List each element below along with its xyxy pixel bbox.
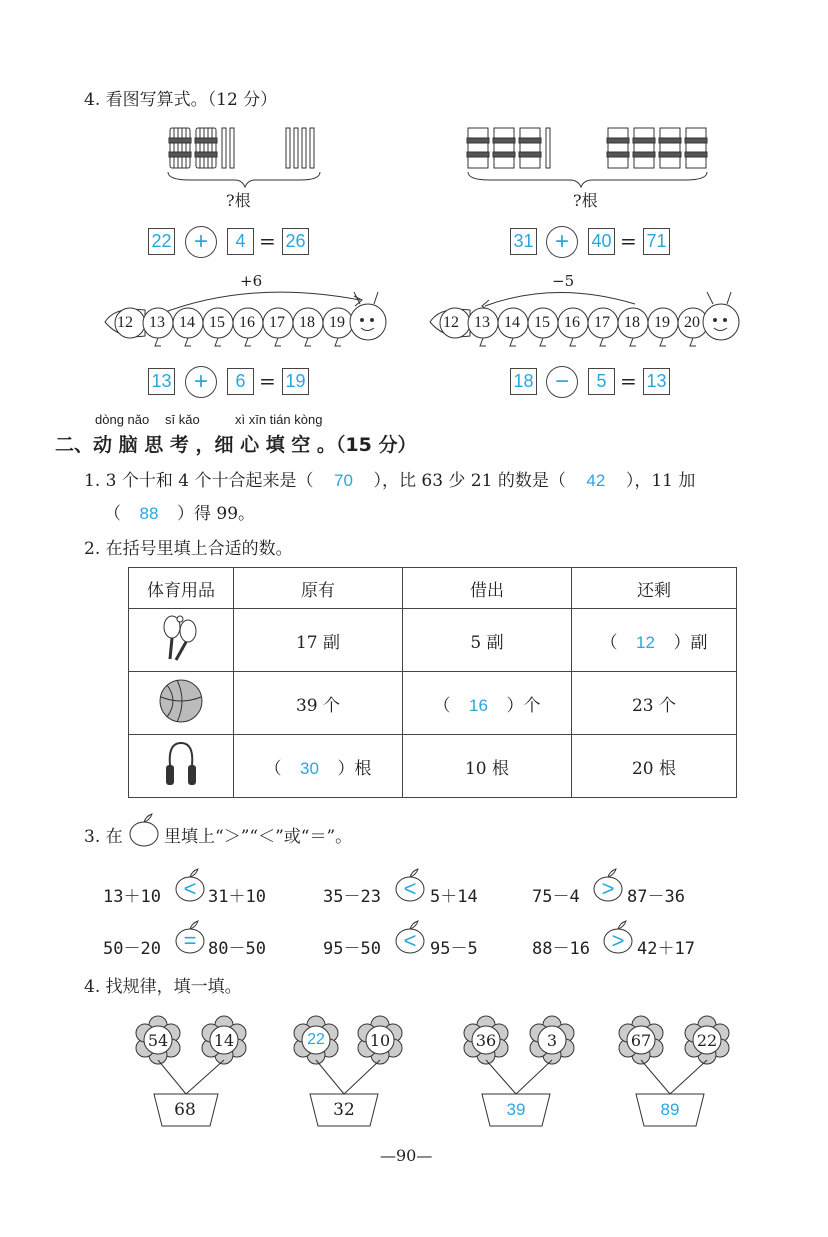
flower-number: 36: [475, 1030, 497, 1050]
table-cell: （ 12 ）副: [572, 609, 737, 672]
table-cell: 10 根: [403, 735, 572, 798]
caterpillar-number: 14: [179, 314, 195, 331]
fill4-title: 4. 找规律，填一填。: [84, 977, 242, 997]
apple-answer[interactable]: >: [603, 920, 633, 952]
caterpillar-number: 17: [269, 314, 285, 331]
compare-right: 5＋14: [430, 887, 478, 907]
table-row: [129, 735, 737, 798]
caterpillar-number: 17: [594, 314, 610, 331]
flower-number: 14: [213, 1030, 235, 1050]
operator-circle[interactable]: +: [185, 366, 217, 398]
sticks-right-question: ?根: [573, 191, 598, 210]
jump-label: −5: [552, 272, 575, 290]
apple-answer[interactable]: >: [593, 868, 623, 900]
equals-sign: =: [259, 369, 276, 393]
compare-right: 95－5: [430, 939, 478, 959]
flower-number: 3: [546, 1030, 558, 1050]
sticks-left-image: [160, 118, 330, 188]
sticks-right-image: [460, 118, 720, 188]
fill3-title-pre: 3. 在: [84, 827, 123, 847]
caterpillar-number: 20: [684, 314, 700, 331]
jump-rope-icon: [158, 739, 204, 789]
caterpillar-number: 15: [209, 314, 225, 331]
answer-box[interactable]: 13: [643, 368, 670, 395]
answer-box[interactable]: 4: [227, 228, 254, 255]
compare-left: 95－50: [323, 939, 381, 959]
caterpillar-number: 13: [149, 314, 165, 331]
pot-answer[interactable]: 89: [660, 1100, 680, 1119]
caterpillar-number: 16: [239, 314, 255, 331]
answer-box[interactable]: 40: [588, 228, 615, 255]
apple-icon: [128, 812, 160, 848]
jump-label: +6: [240, 272, 263, 290]
caterpillar-number: 16: [564, 314, 580, 331]
caterpillar-number: 18: [299, 314, 315, 331]
flower-number: 10: [369, 1030, 391, 1050]
answer-blank[interactable]: 12: [636, 632, 655, 652]
caterpillar-number: 13: [474, 314, 490, 331]
bundle-ten: [169, 128, 191, 168]
apple-answer[interactable]: =: [175, 920, 205, 952]
fill1-line1: 1. 3 个十和 4 个十合起来是（ 70 ），比 63 少 21 的数是（ 42 ），11 加: [84, 471, 696, 491]
table-header: 还剩: [572, 568, 737, 609]
pot-answer[interactable]: 39: [506, 1100, 526, 1119]
tennis-racket-icon: [158, 613, 204, 663]
page-number: —90—: [380, 1146, 433, 1165]
caterpillar-number: 12: [117, 314, 133, 331]
flower-number: 54: [147, 1030, 169, 1050]
pot-number: 32: [333, 1100, 355, 1120]
sticks-left-question: ?根: [226, 191, 251, 210]
pot-number: 68: [174, 1100, 196, 1120]
flower-number: 22: [696, 1030, 718, 1050]
pinyin: xì xīn tián kòng: [235, 412, 323, 427]
answer-box[interactable]: 31: [510, 228, 537, 255]
operator-circle[interactable]: +: [546, 226, 578, 258]
answer-blank[interactable]: 30: [300, 758, 319, 778]
answer-box[interactable]: 22: [148, 228, 175, 255]
compare-left: 35－23: [323, 887, 381, 907]
caterpillar-number: 15: [534, 314, 550, 331]
answer-blank[interactable]: 70: [334, 471, 353, 490]
compare-left: 75－4: [532, 887, 580, 907]
bundle-ten: [195, 128, 217, 168]
caterpillar-number: 14: [504, 314, 520, 331]
answer-box[interactable]: 18: [510, 368, 537, 395]
table-cell: （ 30 ）根: [234, 735, 403, 798]
compare-right: 42＋17: [637, 939, 695, 959]
fill3-title-post: 里填上“＞”“＜”或“＝”。: [164, 827, 353, 847]
caterpillar-number: 18: [624, 314, 640, 331]
table-row: [129, 672, 737, 735]
answer-box[interactable]: 26: [282, 228, 309, 255]
basketball-icon: [157, 677, 205, 725]
answer-blank[interactable]: 42: [586, 471, 606, 490]
table-row: [129, 609, 737, 672]
equals-sign: =: [620, 369, 637, 393]
sports-table: [128, 567, 737, 798]
compare-right: 80－50: [208, 939, 266, 959]
answer-box[interactable]: 6: [227, 368, 254, 395]
answer-blank[interactable]: 88: [139, 504, 159, 523]
caterpillar-number: 19: [654, 314, 670, 331]
answer-box[interactable]: 19: [282, 368, 309, 395]
table-header: 原有: [234, 568, 403, 609]
caterpillar-number: 12: [443, 314, 459, 331]
pinyin: dòng nǎo: [95, 412, 150, 427]
table-cell: 5 副: [403, 609, 572, 672]
pinyin: sī kǎo: [165, 412, 200, 427]
apple-answer[interactable]: <: [395, 920, 425, 952]
table-header: 借出: [403, 568, 572, 609]
table-cell: 17 副: [234, 609, 403, 672]
section-title: 二、动 脑 思 考 ，细 心 填 空 。（15 分）: [55, 434, 417, 456]
compare-left: 13＋10: [103, 887, 161, 907]
answer-box[interactable]: 13: [148, 368, 175, 395]
compare-right: 31＋10: [208, 887, 266, 907]
answer-box[interactable]: 5: [588, 368, 615, 395]
fill2-title: 2. 在括号里填上合适的数。: [84, 539, 293, 559]
equals-sign: =: [620, 229, 637, 253]
caterpillar-number: 19: [329, 314, 345, 331]
operator-circle[interactable]: −: [546, 366, 578, 398]
flower-number: 67: [630, 1030, 652, 1050]
compare-right: 87－36: [627, 887, 685, 907]
equals-sign: =: [259, 229, 276, 253]
operator-circle[interactable]: +: [185, 226, 217, 258]
apple-answer[interactable]: <: [175, 868, 205, 900]
table-cell: 20 根: [572, 735, 737, 798]
table-cell: 39 个: [234, 672, 403, 735]
fill1-line2: （ 88 ）得 99。: [104, 504, 256, 524]
flower-answer[interactable]: 22: [307, 1031, 325, 1048]
q4-title: 4. 看图写算式。（12 分）: [84, 90, 278, 110]
compare-left: 50－20: [103, 939, 161, 959]
table-cell: （ 16 ）个: [403, 672, 572, 735]
compare-left: 88－16: [532, 939, 590, 959]
table-cell: 23 个: [572, 672, 737, 735]
answer-box[interactable]: 71: [643, 228, 670, 255]
apple-answer[interactable]: <: [395, 868, 425, 900]
answer-blank[interactable]: 16: [469, 695, 488, 715]
table-header: 体育用品: [129, 568, 234, 609]
